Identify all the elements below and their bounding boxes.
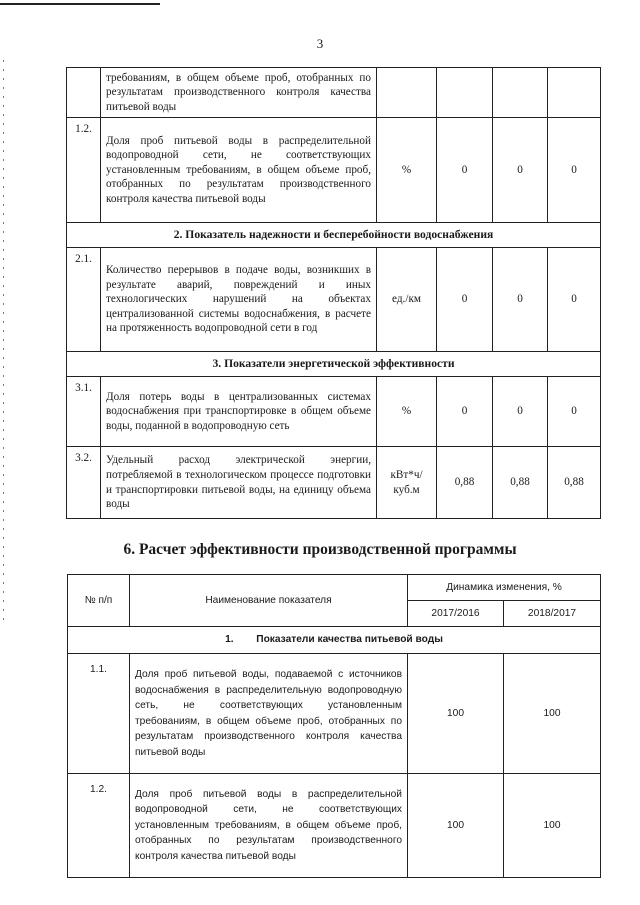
value-cell: 0 [493,248,548,352]
unit-cell: кВт*ч/ куб.м [377,447,437,519]
indicator-name: Удельный расход электрической энергии, потребляемой в технологическом процессе подготовки и транспортировки питьевой воды, на единицу объема воды [101,447,377,519]
unit-cell: ед./км [377,248,437,352]
value-cell: 0 [437,248,493,352]
value-cell: 0 [548,377,601,447]
row-number: 2.1. [67,248,101,352]
table-row [67,118,601,223]
section-label: Показатели качества питьевой воды [256,634,443,646]
value-cell: 0 [493,377,548,447]
row-number: 1.2. [68,774,130,878]
section-title: 2. Показатель надежности и бесперебойности водоснабжения [67,223,601,248]
binding-margin-marks [3,60,4,620]
value-cell [493,68,548,118]
indicator-name: Доля потерь воды в централизованных системах водоснабжения при транспортировке в общем объеме воды, поданной в водопроводную сеть [101,377,377,447]
value-cell: 0,88 [493,447,548,519]
table-row [67,377,601,447]
section-heading: 6. Расчет эффективности производственной программы [123,541,517,558]
row-number: 3.2. [67,447,101,519]
indicator-name: Доля проб питьевой воды, подаваемой с источников водоснабжения в распределительную водопроводную сеть, не соответствующих установленным требованиям, в общем объеме проб, отобранных по результатам производственного контроля качества питьевой воды [130,654,408,774]
unit-cell: % [377,377,437,447]
page-number: 3 [316,36,324,51]
value-cell [437,68,493,118]
table-row [68,654,601,774]
table-row [68,774,601,878]
row-number: 3.1. [67,377,101,447]
table-row [67,68,601,118]
value-cell [548,68,601,118]
value-cell: 0 [548,248,601,352]
section-row [67,352,601,377]
column-header-number: № п/п [68,575,130,627]
value-cell: 0 [437,118,493,223]
column-header-year: 2017/2016 [408,601,504,627]
section-title: 3. Показатели энергетической эффективности [67,352,601,377]
column-header-name: Наименование показателя [130,575,408,627]
table-row [67,248,601,352]
section-row [67,223,601,248]
row-number: 1.2. [67,118,101,223]
row-number: 1.1. [68,654,130,774]
value-cell: 0 [548,118,601,223]
value-cell: 100 [504,774,601,878]
indicators-table [66,67,601,519]
value-cell: 100 [504,654,601,774]
section-row [68,627,601,654]
unit-cell: % [377,118,437,223]
value-cell: 0,88 [548,447,601,519]
column-header-year: 2018/2017 [504,601,601,627]
table-row [67,447,601,519]
indicator-name: Количество перерывов в подаче воды, возникших в результате аварий, повреждений и иных технологических нарушений на объектах централизованной системы водоснабжения, в расчете на протяженность водопроводной сети в год [101,248,377,352]
header-row [68,575,601,601]
column-header-dynamics: Динамика изменения, % [408,575,601,601]
indicator-name: требованиям, в общем объеме проб, отобранных по результатам производственного контроля качества питьевой воды [101,68,377,118]
row-number [67,68,101,118]
value-cell: 0 [493,118,548,223]
value-cell: 0,88 [437,447,493,519]
value-cell: 100 [408,654,504,774]
unit-cell [377,68,437,118]
indicator-name: Доля проб питьевой воды в распределительной водопроводной сети, не соответствующих установленным требованиям, в общем объеме проб, отобранных по результатам производственного контроля качества питьевой воды [130,774,408,878]
section-number: 1. [225,634,234,646]
top-edge-line [0,3,160,5]
indicator-name: Доля проб питьевой воды в распределительной водопроводной сети, не соответствующих установленным требованиям, в общем объеме проб, отобранных по результатам производственного контроля качества питьевой воды [101,118,377,223]
section-title [68,627,601,654]
value-cell: 100 [408,774,504,878]
value-cell: 0 [437,377,493,447]
efficiency-table [67,574,601,878]
